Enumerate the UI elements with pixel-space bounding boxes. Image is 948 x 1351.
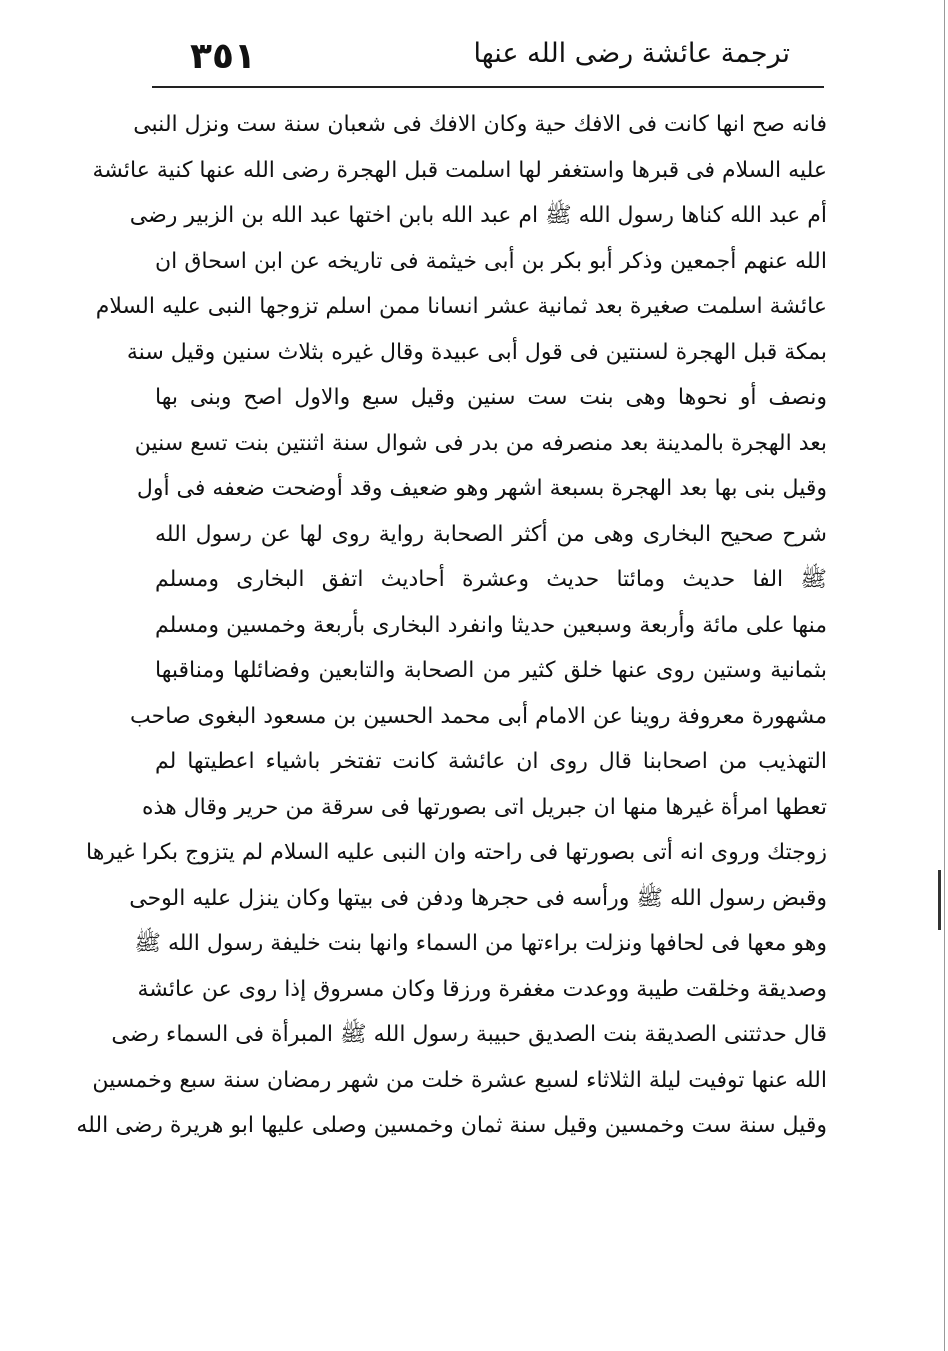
text-line: وقيل سنة ست وخمسين وقيل سنة ثمان وخمسين وصلى عليها ابو هريرة رضى الله	[76, 1113, 827, 1138]
running-title: ترجمة عائشة رضى الله عنها	[473, 38, 790, 69]
page-header	[150, 32, 830, 80]
scan-edge	[944, 0, 945, 1351]
text-line: بثمانية وستين روى عنها خلق كثير من الصحابة والتابعين وفضائلها ومناقبها	[155, 658, 827, 683]
text-line: التهذيب من اصحابنا قال روى ان عائشة كانت تفتخر باشياء اعطيتها لم	[155, 749, 827, 774]
text-line: عائشة اسلمت صغيرة بعد ثمانية عشر انسانا ممن اسلم تزوجها النبى عليه السلام	[95, 294, 827, 319]
text-line: ﷺ الفا حديث ومائتا حديث وعشرة أحاديث اتفق البخارى ومسلم	[155, 567, 827, 592]
text-line: منها على مائة وأربعة وسبعين حديثا وانفرد البخارى بأربعة وخمسين ومسلم	[155, 612, 827, 638]
header-rule	[152, 86, 824, 88]
text-line: فانه صح انها كانت فى الافك حية وكان الافك فى شعبان سنة ست ونزل النبى	[133, 112, 827, 137]
text-line: تعطها امرأة غيرها منها ان جبريل اتى بصورتها فى سرقة من حرير وقال هذه	[142, 794, 827, 820]
text-line: بعد الهجرة بالمدينة بعد منصرفه من بدر فى شوال سنة اثنتين بنت تسع سنين	[134, 430, 827, 456]
body-text	[76, 102, 827, 1149]
text-line: وصديقة وخلقت طيبة ووعدت مغفرة ورزقا وكان مسروق إذا روى عن عائشة	[137, 976, 827, 1002]
text-line: قال حدثتنى الصديقة بنت الصديق حبيبة رسول الله ﷺ المبرأة فى السماء رضى	[111, 1022, 827, 1047]
text-line: بمكة قبل الهجرة لسنتين فى قول أبى عبيدة وقال غيره بثلاث سنين وقيل سنة	[126, 339, 827, 365]
text-line: شرح صحيح البخارى وهى من أكثر الصحابة رواية روى لها عن رسول الله	[155, 521, 827, 547]
text-line: الله عنهم أجمعين وذكر أبو بكر بن أبى خيثمة فى تاريخه عن ابن اسحاق ان	[155, 248, 827, 274]
text-line: ونصف أو نحوها وهى بنت ست سنين وقيل سبع والاول اصح وبنى بها	[155, 385, 827, 410]
page-number: ٣٥١	[190, 36, 256, 77]
text-line: أم عبد الله كناها رسول الله ﷺ ام عبد الله بابن اختها عبد الله بن الزبير رضى	[129, 203, 827, 228]
text-line: الله عنها توفيت ليلة الثلاثاء لسبع عشرة خلت من شهر رمضان سنة سبع وخمسين	[92, 1067, 827, 1093]
text-line: وقبض رسول الله ﷺ ورأسه فى حجرها ودفن فى بيتها وكان ينزل عليه الوحى	[129, 885, 827, 911]
text-line: زوجتك وروى انه أتى بصورتها فى راحته وان النبى عليه السلام لم يتزوج بكرا غيرها	[86, 840, 827, 865]
text-line: مشهورة معروفة روينا عن الامام أبى محمد الحسين بن مسعود البغوى صاحب	[130, 703, 827, 729]
text-line: عليه السلام فى قبرها واستغفر لها اسلمت قبل الهجرة رضى الله عنها كنية عائشة	[92, 157, 827, 183]
text-line: وهو معها فى لحافها ونزلت براءتها من السماء وانها بنت خليفة رسول الله ﷺ	[134, 931, 827, 956]
margin-mark	[938, 870, 941, 930]
text-line: وقيل بنى بها بعد الهجرة بسبعة اشهر وهو ضعيف وقد أوضحت ضعفه فى أول	[136, 476, 827, 501]
